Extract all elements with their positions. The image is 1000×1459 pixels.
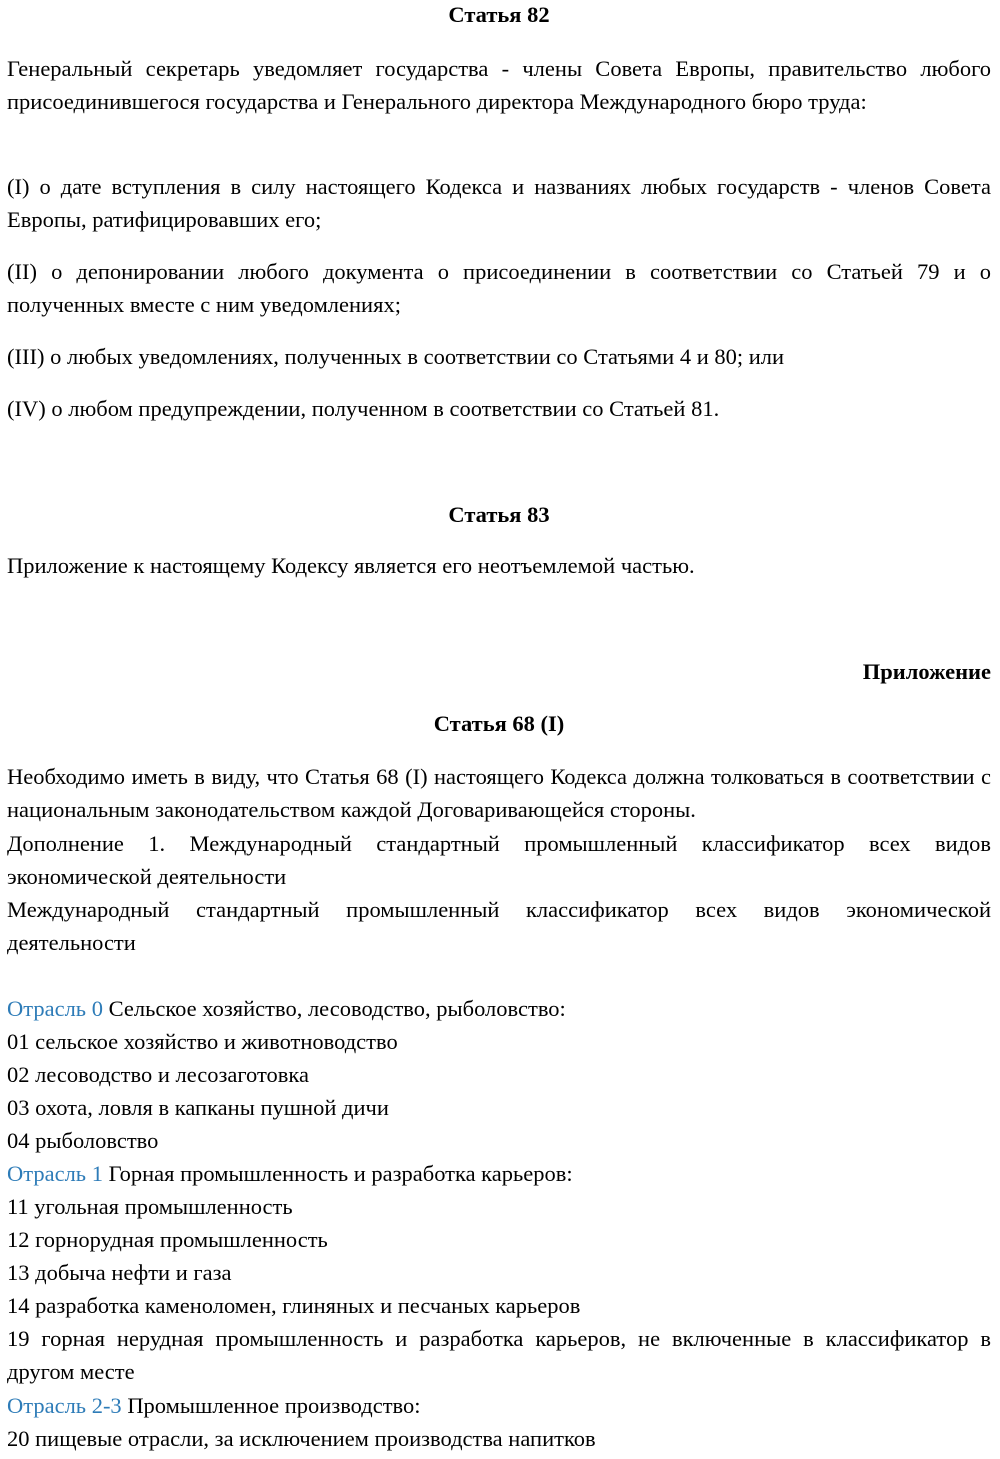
branch-2-3 [7, 1389, 991, 1455]
appendix-article-title: Статья 68 (I) [433, 711, 565, 736]
appendix-supplement: Дополнение 1. Международный стандартный промышленный классификатор всех видов экономической деятельности [7, 831, 991, 889]
article-82-item-3: (III) о любых уведомлениях, полученных в соответствии со Статьями 4 и 80; или [7, 344, 785, 369]
classifier-entry: 14 разработка каменоломен, глиняных и песчаных карьеров [7, 1293, 581, 1318]
classifier-entry: 01 сельское хозяйство и животноводство [7, 1029, 398, 1054]
branch-header [7, 1389, 991, 1422]
article-82-item-1: (I) о дате вступления в силу настоящего Кодекса и названиях любых государств - членов Совета Европы, ратифицировавших его; [7, 174, 991, 232]
branch-name: Сельское хозяйство, лесоводство, рыболовство: [102, 996, 566, 1021]
classifier-entry: 12 горнорудная промышленность [7, 1227, 328, 1252]
classifier-entry: 11 угольная промышленность [7, 1194, 293, 1219]
branch-header [7, 1157, 991, 1190]
article-82-title: Статья 82 [448, 2, 550, 27]
branch-1 [7, 1157, 991, 1388]
branch-header [7, 992, 991, 1025]
branch-name: Промышленное производство: [121, 1393, 421, 1418]
branch-name: Горная промышленность и разработка карьеров: [102, 1161, 573, 1186]
classifier-entry: 20 пищевые отрасли, за исключением производства напитков [7, 1426, 596, 1451]
classifier-entry: 03 охота, ловля в капканы пушной дичи [7, 1095, 389, 1120]
classifier-entry: 19 горная нерудная промышленность и разработка карьеров, не включенные в классификатор в другом месте [7, 1326, 991, 1384]
article-83-title: Статья 83 [448, 502, 550, 527]
branch-0 [7, 992, 991, 1157]
article-82-item-2: (II) о депонировании любого документа о присоединении в соответствии со Статьей 79 и о полученных вместе с ним уведомлениях; [7, 259, 991, 317]
branch-label[interactable]: Отрасль 0 [7, 996, 103, 1021]
article-82-item-4: (IV) о любом предупреждении, полученном в соответствии со Статьей 81. [7, 396, 720, 421]
branch-label[interactable]: Отрасль 2-3 [7, 1393, 122, 1418]
branch-label[interactable]: Отрасль 1 [7, 1161, 103, 1186]
appendix-note: Необходимо иметь в виду, что Статья 68 (I) настоящего Кодекса должна толковаться в соответствии с национальным законодательством каждой Договаривающейся стороны. [7, 764, 991, 822]
classifier-title: Международный стандартный промышленный классификатор всех видов экономической деятельности [7, 897, 991, 955]
article-83-text: Приложение к настоящему Кодексу является его неотъемлемой частью. [7, 553, 695, 578]
classifier-entry: 04 рыболовство [7, 1128, 159, 1153]
appendix-title: Приложение [862, 659, 991, 684]
classifier-entry: 13 добыча нефти и газа [7, 1260, 232, 1285]
article-82-intro: Генеральный секретарь уведомляет государства - члены Совета Европы, правительство любого присоединившегося государства и Генерального директора Международного бюро труда: [7, 56, 991, 114]
article-82 [7, 0, 991, 30]
classifier-entry: 02 лесоводство и лесозаготовка [7, 1062, 309, 1087]
